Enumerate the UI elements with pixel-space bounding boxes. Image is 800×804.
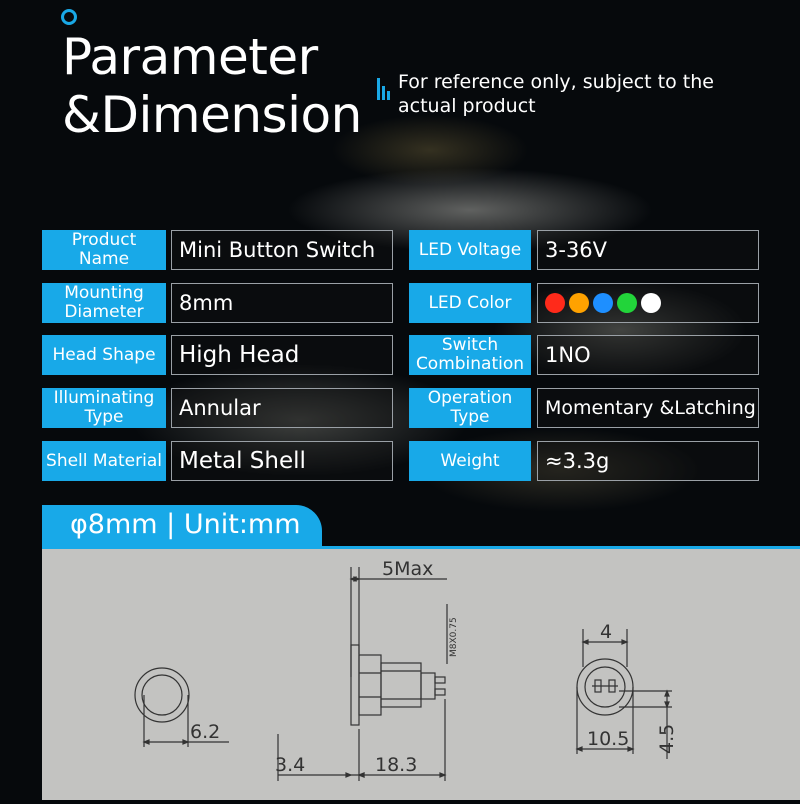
dim-5max: 5Max	[382, 558, 434, 580]
product-name-label: Product Name	[42, 230, 166, 270]
product-name-value: Mini Button Switch	[171, 230, 393, 270]
page-title	[62, 28, 362, 144]
operation-type-label: Operation Type	[409, 388, 531, 428]
led-color-dot-4	[617, 293, 637, 313]
dim-18-3: 18.3	[375, 754, 418, 776]
reference-note: For reference only, subject to the actual product	[398, 71, 714, 117]
dimension-drawing-panel	[42, 549, 800, 800]
led-color-dot-3	[593, 293, 613, 313]
dimension-drawing	[42, 549, 800, 800]
switch-combination-value: 1NO	[537, 335, 759, 375]
dimension-tab-title: φ8mm | Unit:mm	[70, 509, 301, 540]
switch-combination-label: Switch Combination	[409, 335, 531, 375]
led-color-dot-2	[569, 293, 589, 313]
led-voltage-label: LED Voltage	[409, 230, 531, 270]
led-color-dot-5	[641, 293, 661, 313]
dim-4: 4	[600, 621, 613, 643]
side-view-drawing	[278, 567, 447, 781]
led-color-swatches	[545, 293, 661, 313]
bars-icon	[377, 78, 389, 100]
illuminating-type-label: Illuminating Type	[42, 388, 166, 428]
mounting-diameter-value: 8mm	[171, 283, 393, 323]
dim-3-4: 3.4	[275, 754, 306, 776]
dim-10-5: 10.5	[587, 728, 630, 750]
dim-4-5: 4.5	[656, 723, 678, 754]
head-shape-value: High Head	[171, 335, 393, 375]
operation-type-value: Momentary &Latching	[537, 388, 759, 428]
shell-material-label: Shell Material	[42, 441, 166, 481]
ring-icon	[61, 9, 77, 25]
led-color-value	[537, 283, 759, 323]
weight-value: ≈3.3g	[537, 441, 759, 481]
illuminating-type-value: Annular	[171, 388, 393, 428]
weight-label: Weight	[409, 441, 531, 481]
led-color-dot-1	[545, 293, 565, 313]
dim-thread: M8X0.75	[449, 617, 459, 657]
title-line-2: &Dimension	[62, 86, 362, 144]
dim-6-2: 6.2	[190, 721, 221, 743]
led-voltage-value: 3-36V	[537, 230, 759, 270]
title-line-1: Parameter	[62, 28, 318, 86]
led-color-label: LED Color	[409, 283, 531, 323]
shell-material-value: Metal Shell	[171, 441, 393, 481]
head-shape-label: Head Shape	[42, 335, 166, 375]
mounting-diameter-label: Mounting Diameter	[42, 283, 166, 323]
